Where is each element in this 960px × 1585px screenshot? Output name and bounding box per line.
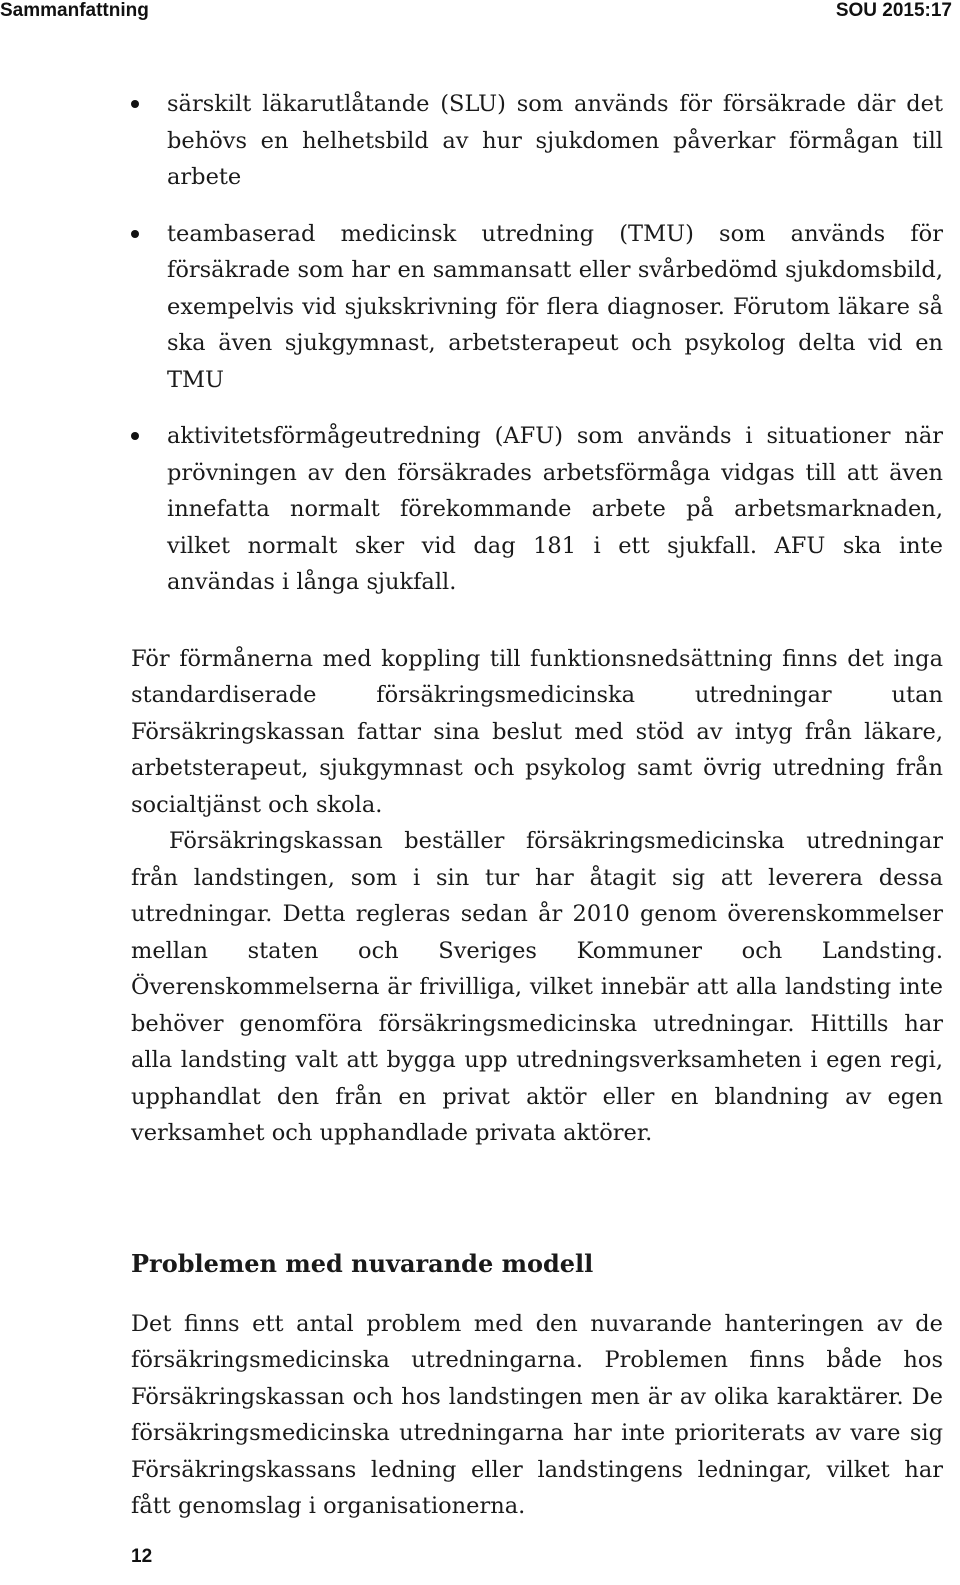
list-item xyxy=(131,86,943,196)
paragraph: För förmånerna med koppling till funktionsnedsättning finns det inga standardiserade försäkringsmedicinska utredningar utan Försäkringskassan fattar sina beslut med stöd av intyg från läkare, arbetsterapeut, sjukgymnast och psykolog samt övrig utredning från socialtjänst och skola. xyxy=(131,645,943,818)
section-heading: Problemen med nuvarande modell xyxy=(131,1248,594,1278)
bullet-icon xyxy=(131,100,139,108)
bullet-icon xyxy=(131,432,139,440)
section-title: Sammanfattning xyxy=(0,0,149,21)
list-item-text: särskilt läkarutlåtande (SLU) som används för försäkrade där det behövs en helhetsbild av hur sjukdomen påverkar förmågan till arbete xyxy=(167,91,943,190)
list-item xyxy=(131,216,943,399)
running-header xyxy=(0,0,960,22)
paragraph: Försäkringskassan beställer försäkringsmedicinska utredningar från landstingen, som i sin tur har åtagit sig att leverera dessa utredningar. Detta regleras sedan år 2010 genom överenskommelser mellan staten och Sveriges Kommuner och Landsting. Överenskommelserna är frivilliga, vilket innebär att alla landsting inte behöver genomföra försäkringsmedicinska utredningar. Hittills har alla landsting valt att bygga upp utredningsverksamheten i egen regi, upphandlat den från en privat aktör eller en blandning av egen verksamhet och upphandlade privata aktörer. xyxy=(131,828,943,1146)
bullet-icon xyxy=(131,230,139,238)
list-item xyxy=(131,418,943,601)
page-number: 12 xyxy=(131,1546,153,1567)
page-body xyxy=(131,86,943,1525)
paragraph: Det finns ett antal problem med den nuvarande hanteringen av de försäkringsmedicinska utredningarna. Problemen finns både hos Försäkringskassan och hos landstingen men är av olika karaktärer. De försäkringsmedicinska utredningarna har inte prioriterats av vare sig Försäkringskassans ledning eller landstingens ledningar, vilket har fått genomslag i organisationerna. xyxy=(131,1310,943,1519)
list-item-text: aktivitetsförmågeutredning (AFU) som används i situationer när prövningen av den försäkrades arbetsförmåga vidgas till att även innefatta normalt förekommande arbete på arbetsmarknaden, vilket normalt sker vid dag 181 i ett sjukfall. AFU ska inte användas i långa sjukfall. xyxy=(167,423,943,595)
document-id: SOU 2015:17 xyxy=(835,0,952,21)
bullet-list xyxy=(131,86,943,601)
list-item-text: teambaserad medicinsk utredning (TMU) som används för försäkrade som har en sammansatt eller svårbedömd sjukdomsbild, exempelvis vid sjukskrivning för flera diagnoser. Förutom läkare så ska även sjukgymnast, arbetsterapeut och psykolog delta vid en TMU xyxy=(167,220,943,393)
